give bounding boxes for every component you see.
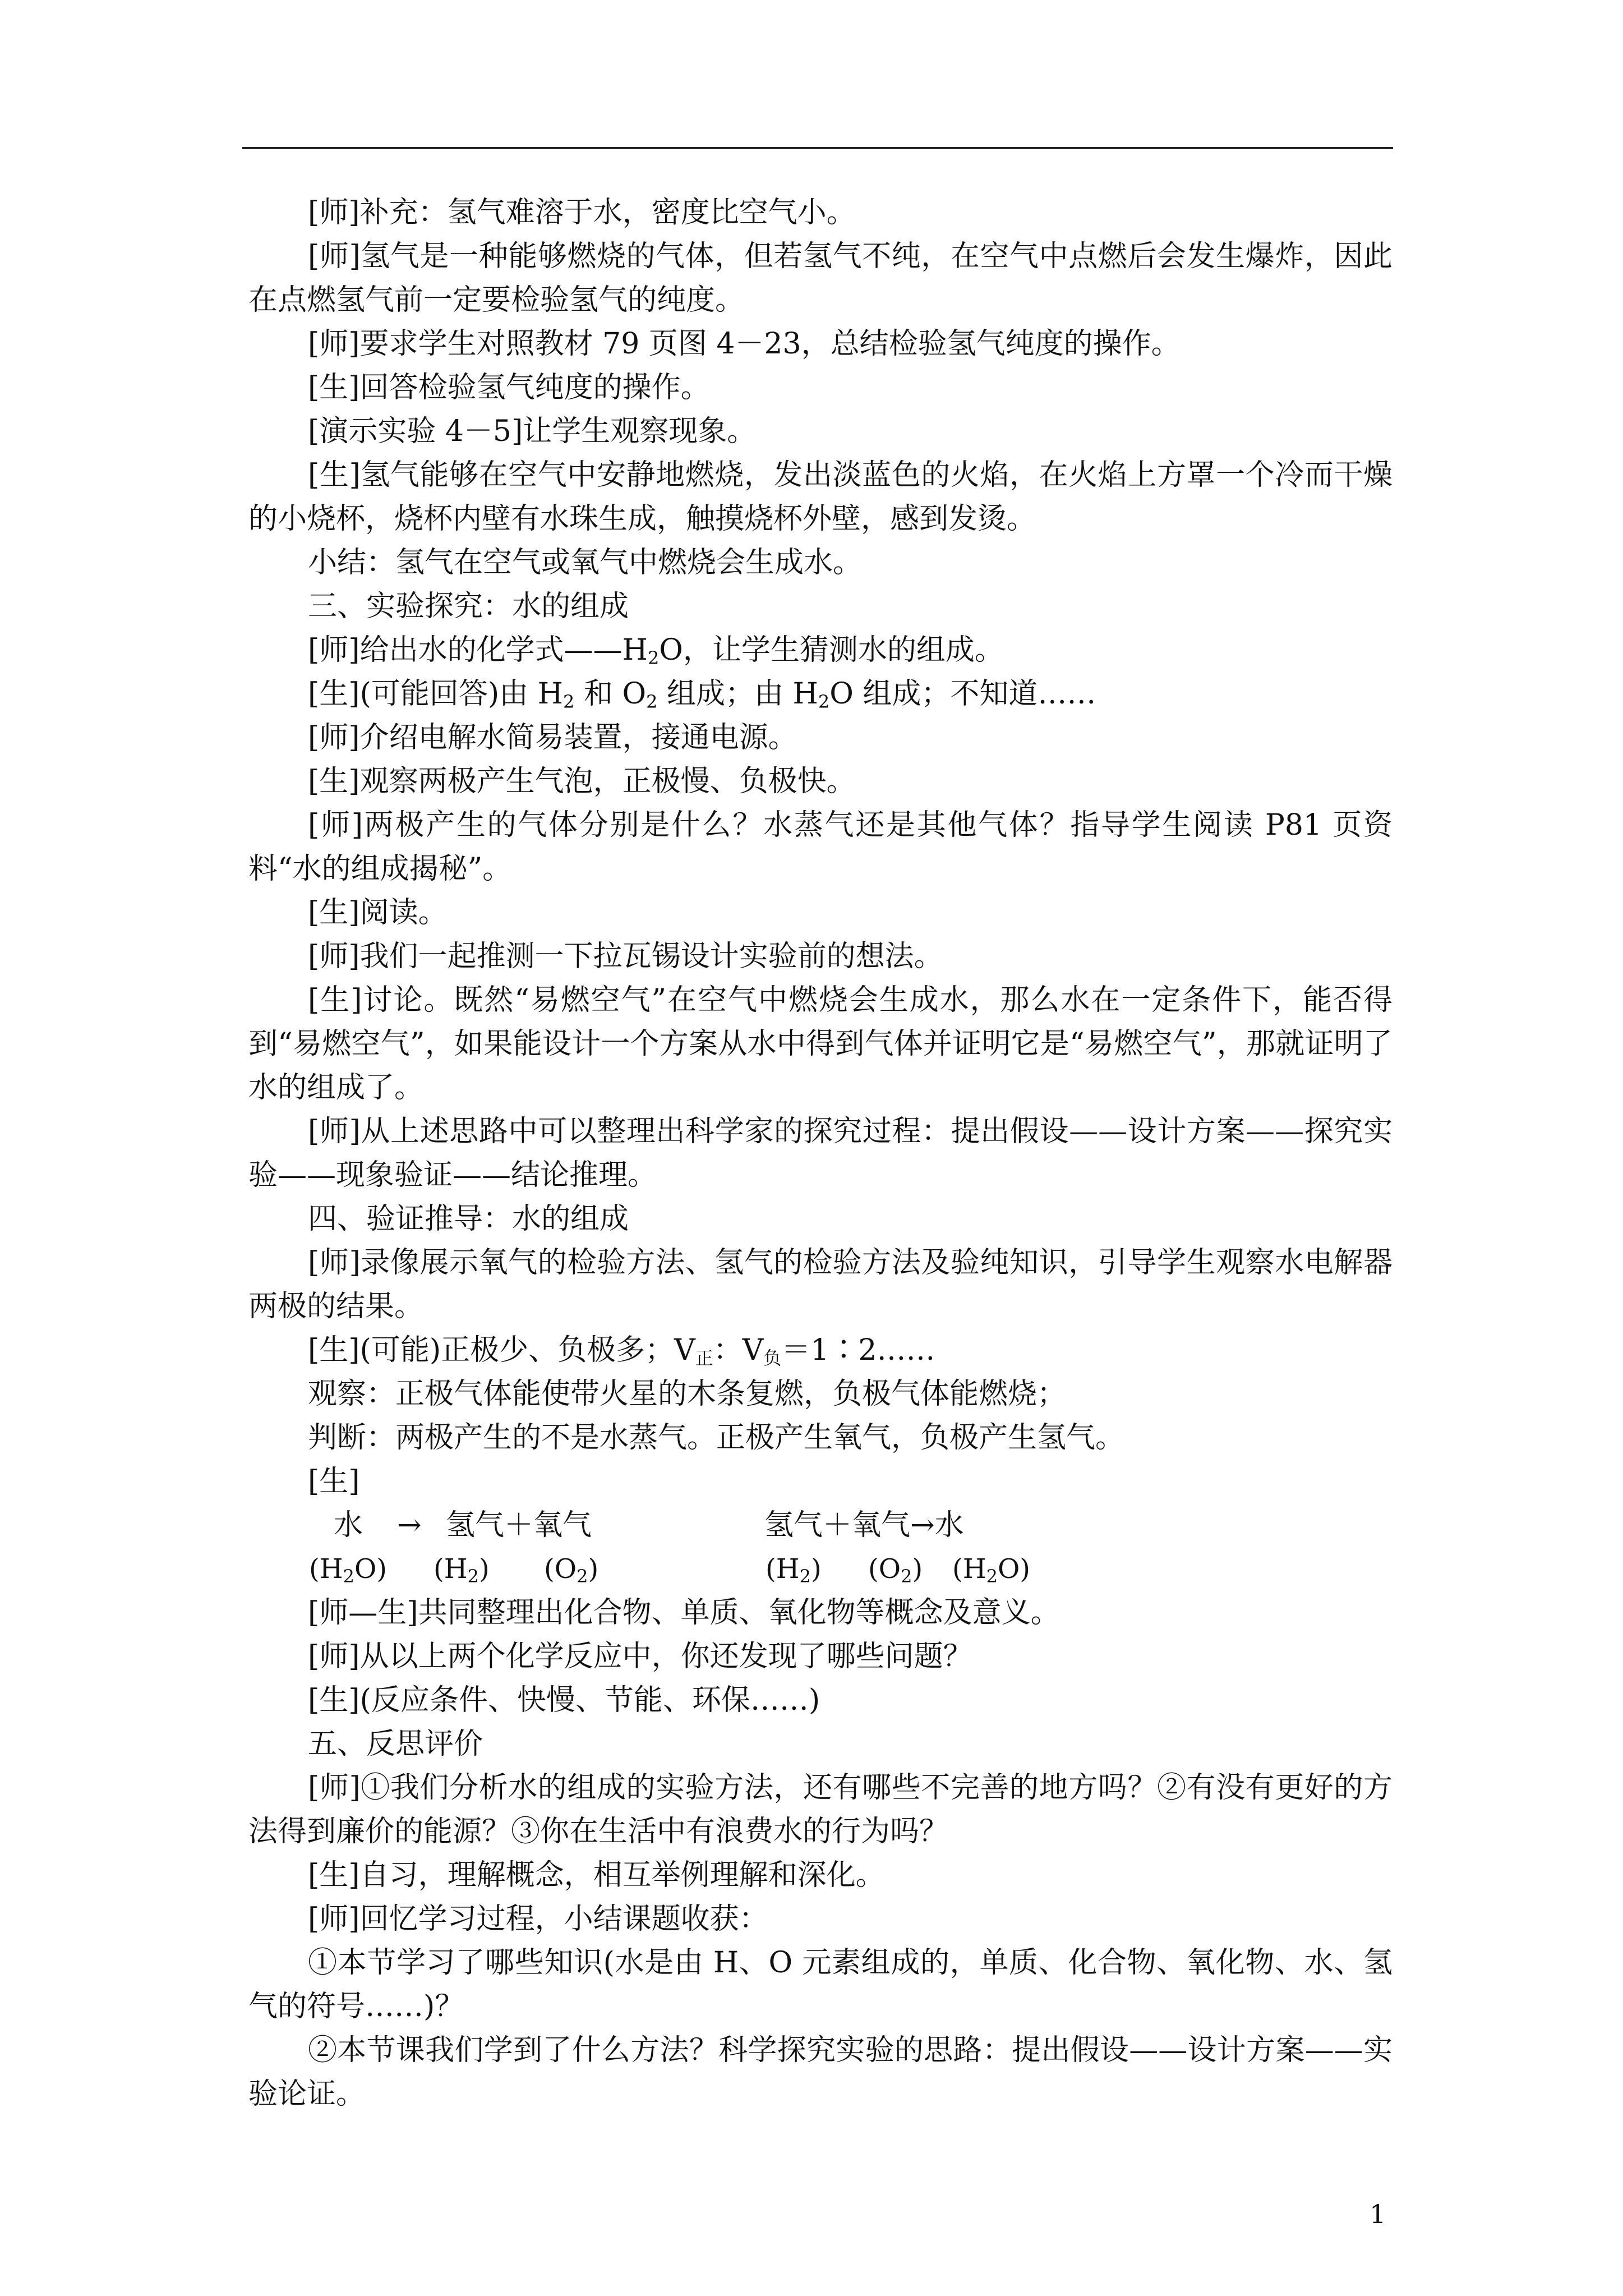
- paragraph: [生]回答检验氢气纯度的操作。: [308, 371, 710, 404]
- subscript: 2: [647, 647, 660, 669]
- document-body: [248, 191, 1393, 2116]
- paragraph: [师]录像展示氧气的检验方法、氢气的检验方法及验纯知识，引导学生观察水电解器两极的结果。: [248, 1246, 1393, 1323]
- subscript: 2: [563, 691, 575, 712]
- section-heading: 四、验证推导：水的组成: [308, 1202, 629, 1236]
- paragraph: [师]氢气是一种能够燃烧的气体，但若氢气不纯，在空气中点燃后会发生爆炸，因此在点燃氢气前一定要检验氢气的纯度。: [248, 240, 1393, 317]
- equation-words: [248, 1503, 1393, 1547]
- paragraph: [生]观察两极产生气泡，正极慢、负极快。: [308, 765, 856, 798]
- paragraph: [师]从以上两个化学反应中，你还发现了哪些问题？: [308, 1640, 972, 1673]
- eq-arrow: →: [397, 1508, 422, 1542]
- paragraph: [生]讨论。既然“易燃空气”在空气中燃烧会生成水，那么水在一定条件下，能否得到“易燃空气”，如果能设计一个方案从水中得到气体并证明它是“易燃空气”，那就证明了水的组成了。: [248, 983, 1393, 1105]
- paragraph: ①本节学习了哪些知识(水是由 H、O 元素组成的，单质、化合物、氧化物、水、氢气的符号……)？: [248, 1946, 1393, 2023]
- page-number: 1: [1370, 2199, 1386, 2229]
- guess-text: 组成；由 H: [657, 677, 818, 711]
- paragraph: [师—生]共同整理出化合物、单质、氧化物等概念及意义。: [308, 1596, 1060, 1630]
- paragraph: ②本节课我们学到了什么方法？科学探究实验的思路：提出假设——设计方案——实验论证。: [248, 2033, 1393, 2111]
- paragraph: [师]从上述思路中可以整理出科学家的探究过程：提出假设——设计方案——探究实验——现象验证——结论推理。: [248, 1115, 1393, 1192]
- ratio-paragraph: [248, 1328, 1393, 1372]
- eq-water: 水: [334, 1508, 363, 1542]
- paragraph: 观察：正极气体能使带火星的木条复燃，负极气体能燃烧；: [308, 1377, 1067, 1411]
- subscript: 正: [695, 1347, 713, 1369]
- paragraph: [师]要求学生对照教材 79 页图 4－23，总结检验氢气纯度的操作。: [308, 327, 1181, 361]
- guess-text: 和 O: [574, 677, 647, 711]
- eq-products: 氢气＋氧气: [446, 1508, 592, 1542]
- paragraph: [师]回忆学习过程，小结课题收获：: [308, 1902, 768, 1936]
- formula-text: [师]给出水的化学式——H: [308, 633, 648, 667]
- paragraph: [生]氢气能够在空气中安静地燃烧，发出淡蓝色的火焰，在火焰上方罩一个冷而干燥的小烧杯，烧杯内壁有水珠生成，触摸烧杯外壁，感到发烫。: [248, 458, 1393, 536]
- subscript: 负: [763, 1347, 782, 1369]
- formula-paragraph: [248, 628, 1393, 672]
- formula-h2o: $(H_2O)$: [952, 1553, 1031, 1587]
- paragraph: [师]两极产生的气体分别是什么？水蒸气还是其他气体？指导学生阅读 P81 页资料“水的组成揭秘”。: [248, 808, 1393, 886]
- paragraph: [师]①我们分析水的组成的实验方法，还有哪些不完善的地方吗？②有没有更好的方法得到廉价的能源？③你在生活中有浪费水的行为吗？: [248, 1771, 1393, 1848]
- paragraph: [生]: [308, 1465, 360, 1498]
- formula-h2: $(H_2)$: [434, 1553, 490, 1587]
- equation-formulas: [248, 1547, 1393, 1591]
- subscript: 2: [818, 691, 830, 712]
- formula-o2: $(O_2)$: [544, 1553, 599, 1587]
- formula-h2: $(H_2)$: [766, 1553, 822, 1587]
- subscript: 2: [646, 691, 658, 712]
- formula-o2: $(O_2)$: [868, 1553, 923, 1587]
- ratio-text: ：V: [713, 1333, 764, 1367]
- paragraph: [生]自习，理解概念，相互举例理解和深化。: [308, 1858, 885, 1892]
- ratio-text: [生](可能)正极少、负极多；V: [308, 1333, 695, 1367]
- guess-paragraph: [248, 672, 1393, 716]
- ratio-text: ＝1∶2……: [781, 1333, 935, 1367]
- section-heading: 五、反思评价: [308, 1727, 483, 1761]
- formula-h2o: $(H_2O)$: [309, 1553, 388, 1587]
- guess-text: O 组成；不知道……: [829, 677, 1096, 711]
- paragraph: [生]阅读。: [308, 896, 448, 930]
- section-heading: 三、实验探究：水的组成: [308, 590, 629, 623]
- guess-text: [生](可能回答)由 H: [308, 677, 564, 711]
- paragraph: [师]介绍电解水简易装置，接通电源。: [308, 721, 797, 754]
- paragraph: [演示实验 4－5]让学生观察现象。: [308, 415, 757, 448]
- paragraph: [生](反应条件、快慢、节能、环保……): [308, 1683, 820, 1717]
- paragraph: [师]我们一起推测一下拉瓦锡设计实验前的想法。: [308, 940, 943, 973]
- paragraph: [师]补充：氢气难溶于水，密度比空气小。: [308, 196, 856, 229]
- paragraph: 判断：两极产生的不是水蒸气。正极产生氧气，负极产生氢气。: [308, 1421, 1125, 1455]
- eq-synthesis: 氢气＋氧气→水: [764, 1508, 964, 1542]
- header-rule: [242, 147, 1393, 149]
- formula-text: O，让学生猜测水的组成。: [659, 633, 1004, 667]
- paragraph: 小结：氢气在空气或氧气中燃烧会生成水。: [308, 546, 863, 579]
